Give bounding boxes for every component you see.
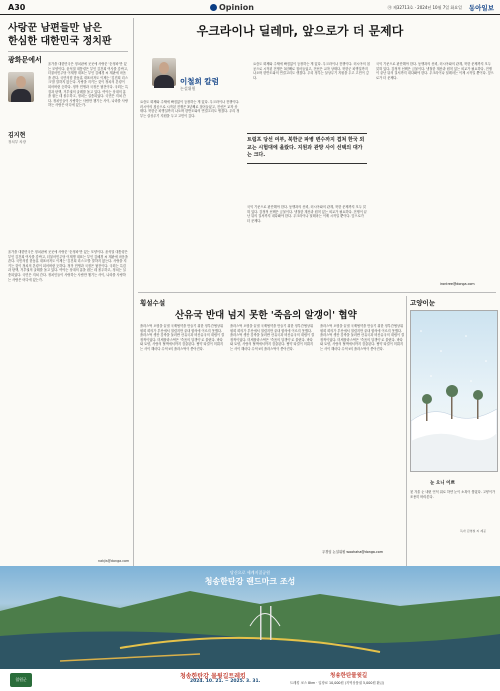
left-headline-line1: 사랑꾼 남편들만 남은 bbox=[8, 23, 102, 34]
divider bbox=[8, 51, 128, 52]
page-number: A30 bbox=[8, 3, 26, 12]
lower-body-2: 플라스틱 오염을 끝낼 국제협약을 만들기 위한 정부간협상위원회 회의가 부산에서 열렸지만 끝내 합의에 이르지 못했다. 플라스틱 생산 감축을 둘러싼 산유국과 비산유국의 대립이 결정적이었다. 미세플라스틱은 '죽음의 알갱이'로 불린다. 바다와 토양, 사람의 혈액에서까지 검출된다. 협약 타결이 미뤄지는 사이 해마다 수억 t의 플라스틱이 쏟아진다. bbox=[230, 324, 315, 351]
lower-author: 우경임 논설위원 woohaha@donga.com bbox=[322, 550, 384, 554]
main-body-3: 요즘도 화제와 주제에 빠짐없이 등장하는 게 있다. 우크라이나 전쟁이다. 러시아의 침공으로 시작된 전쟁은 3년째로 접어들었고, 전선은 교착 상태다. 북한군 파병설까지 나오며 한반도와의 연결고리도 생겼다. 우리 정부는 살상무기 지원을 두고 고민이 깊다. bbox=[253, 62, 370, 80]
horizontal-divider bbox=[138, 292, 496, 293]
opinion-dot-icon bbox=[210, 4, 217, 11]
author-title: 정치부 차장 bbox=[8, 140, 27, 144]
ad-bottom-title: 청송한탄강 물윗길트레킹 bbox=[180, 673, 246, 680]
main-email: irontree@donga.com bbox=[440, 282, 475, 286]
left-body-1: 올가을 대한민국은 정치판에 곳곳에 사랑꾼 '순정파'만 있는 모양이다. 윤석열 대통령은 부인 김건희 여사를 감싸고, 더불어민주당 이재명 대표는 부인 김혜경 씨 재판에 마음을 쓴다. 국민의힘 한동훈 대표마저도 이제는 '김건희 리스크'를 말하지 않는다. 사랑을 지키는 것이 정치의 본령이 되어버린 듯하다. 정작 민생과 국정은 뒷전이다. 국회는 특검과 탄핵, 거부권의 굴레를 돌고 있다. 여야는 상대의 흠을 잡는 데 몰두하고, 정치는 실종되었다. 국민은 지쳐 간다. 정치인들이 사랑하는 사람만 챙기는 사이, 나라를 사랑하는 사람은 어디에 있는가. bbox=[48, 62, 128, 108]
photo-body bbox=[11, 89, 31, 102]
ad-logo: 철원군 bbox=[10, 673, 32, 687]
column-divider bbox=[133, 18, 134, 566]
ad-line2: 청송한탄강 랜드마크 조성 bbox=[204, 577, 296, 586]
newspaper-logo: 동아일보 bbox=[468, 4, 494, 12]
section-opinion bbox=[210, 3, 254, 12]
pull-quote: 트럼프 당선 여부, 북한군 파병 변수까지 겹쳐 한국 외교는 시험대에 올랐다. 지원과 관망 사이 선택의 대가는 크다. bbox=[247, 133, 367, 164]
columnist-title: 논설위원 bbox=[180, 86, 196, 91]
ad-right-title: 청송한탄물윗길 bbox=[330, 673, 368, 679]
cartoon-caption: 첫 겨울 눈 내린 언덕 위로 하얀 눈이 소복이 쌓였다. 고양이가 조용히 바라본다. bbox=[410, 490, 496, 499]
lower-body-1: 플라스틱 오염을 끝낼 국제협약을 만들기 위한 정부간협상위원회 회의가 부산에서 열렸지만 끝내 합의에 이르지 못했다. 플라스틱 생산 감축을 둘러싼 산유국과 비산유국의 대립이 결정적이었다. 미세플라스틱은 '죽음의 알갱이'로 불린다. 바다와 토양, 사람의 혈액에서까지 검출된다. 협약 타결이 미뤄지는 사이 해마다 수억 t의 플라스틱이 쏟아진다. bbox=[140, 324, 225, 351]
cartoon-caption-title: 눈 오니 이쁘 bbox=[430, 481, 455, 486]
ad-line1: 당신으로 세계지질공원 bbox=[230, 570, 270, 575]
snow-scene bbox=[411, 311, 497, 471]
cartoon-section-label: 고양이눈 bbox=[410, 299, 436, 307]
lower-headline: 산유국 반대 넘지 못한 '죽음의 알갱이' 협약 bbox=[175, 310, 357, 321]
cartoon-divider bbox=[406, 296, 407, 566]
lower-body-3: 플라스틱 오염을 끝낼 국제협약을 만들기 위한 정부간협상위원회 회의가 부산에서 열렸지만 끝내 합의에 이르지 못했다. 플라스틱 생산 감축을 둘러싼 산유국과 비산유국의 대립이 결정적이었다. 미세플라스틱은 '죽음의 알갱이'로 불린다. 바다와 토양, 사람의 혈액에서까지 검출된다. 협약 타결이 미뤄지는 사이 해마다 수억 t의 플라스틱이 쏟아진다. bbox=[320, 324, 405, 351]
page-header bbox=[0, 0, 500, 15]
ad-info: 트레킹 코스 8km · 입장료 10,000원 (지역상품권 5,000원 환급) bbox=[290, 681, 385, 685]
date-line: ㉮ 제32713호 · 2024년 10월 7일 화요일 bbox=[387, 5, 462, 10]
photo-head bbox=[16, 76, 26, 88]
photo-body bbox=[154, 75, 174, 88]
main-body-2: 국익 기준으로 판단해야 한다. 동맹과의 신뢰, 러시아와의 관계, 북한 문제까지 모두 얽혀 있다. 감정적 선택은 금물이다. 냉철한 계산과 원칙 있는 외교가 필요하다. 전쟁이 끝난 뒤의 질서까지 내다봐야 한다. 우크라이나 딜레마는 이제 시작일 뿐이다. 앞으로가 더 문제다. bbox=[247, 205, 367, 223]
column-label: 광화문에서 bbox=[8, 56, 42, 64]
ad-dates: 2024. 10. 21. ~ 2025. 3. 31. bbox=[190, 679, 261, 684]
section-title: Opinion bbox=[219, 3, 254, 12]
lower-section-label: 횡설수설 bbox=[140, 299, 166, 307]
author-name: 김지현 bbox=[8, 132, 26, 139]
main-headline: 우크라이나 딜레마, 앞으로가 더 문제다 bbox=[196, 24, 404, 38]
left-email: nakjis@donga.com bbox=[98, 559, 130, 563]
main-body-4: 국익 기준으로 판단해야 한다. 동맹과의 신뢰, 러시아와의 관계, 북한 문제까지 모두 얽혀 있다. 감정적 선택은 금물이다. 냉철한 계산과 원칙 있는 외교가 필요하다. 전쟁이 끝난 뒤의 질서까지 내다봐야 한다. 우크라이나 딜레마는 이제 시작일 뿐이다. 앞으로가 더 문제다. bbox=[376, 62, 494, 80]
column-name: 이철희 칼럼 bbox=[180, 77, 219, 86]
cartoon-credit: 독자 김영철 씨 제공 bbox=[460, 529, 487, 533]
left-headline-line2: 한심한 대한민국 정치판 bbox=[8, 36, 112, 47]
author-photo bbox=[8, 72, 34, 102]
main-body-1: 요즘도 화제와 주제에 빠짐없이 등장하는 게 있다. 우크라이나 전쟁이다. 러시아의 침공으로 시작된 전쟁은 3년째로 접어들었고, 전선은 교착 상태다. 북한군 파병설까지 나오며 한반도와의 연결고리도 생겼다. 우리 정부는 살상무기 지원을 두고 고민이 깊다. bbox=[140, 100, 240, 118]
cartoon-photo bbox=[410, 310, 498, 472]
columnist-photo bbox=[152, 58, 176, 86]
advertisement[interactable] bbox=[0, 566, 500, 691]
photo-head bbox=[159, 62, 169, 74]
left-body-2: 올가을 대한민국은 정치판에 곳곳에 사랑꾼 '순정파'만 있는 모양이다. 윤석열 대통령은 부인 김건희 여사를 감싸고, 더불어민주당 이재명 대표는 부인 김혜경 씨 재판에 마음을 쓴다. 국민의힘 한동훈 대표마저도 이제는 '김건희 리스크'를 말하지 않는다. 사랑을 지키는 것이 정치의 본령이 되어버린 듯하다. 정작 민생과 국정은 뒷전이다. 국회는 특검과 탄핵, 거부권의 굴레를 돌고 있다. 여야는 상대의 흠을 잡는 데 몰두하고, 정치는 실종되었다. 국민은 지쳐 간다. 정치인들이 사랑하는 사람만 챙기는 사이, 나라를 사랑하는 사람은 어디에 있는가. bbox=[8, 250, 128, 282]
ad-bottom-bar bbox=[0, 669, 500, 691]
left-headline bbox=[8, 22, 128, 48]
